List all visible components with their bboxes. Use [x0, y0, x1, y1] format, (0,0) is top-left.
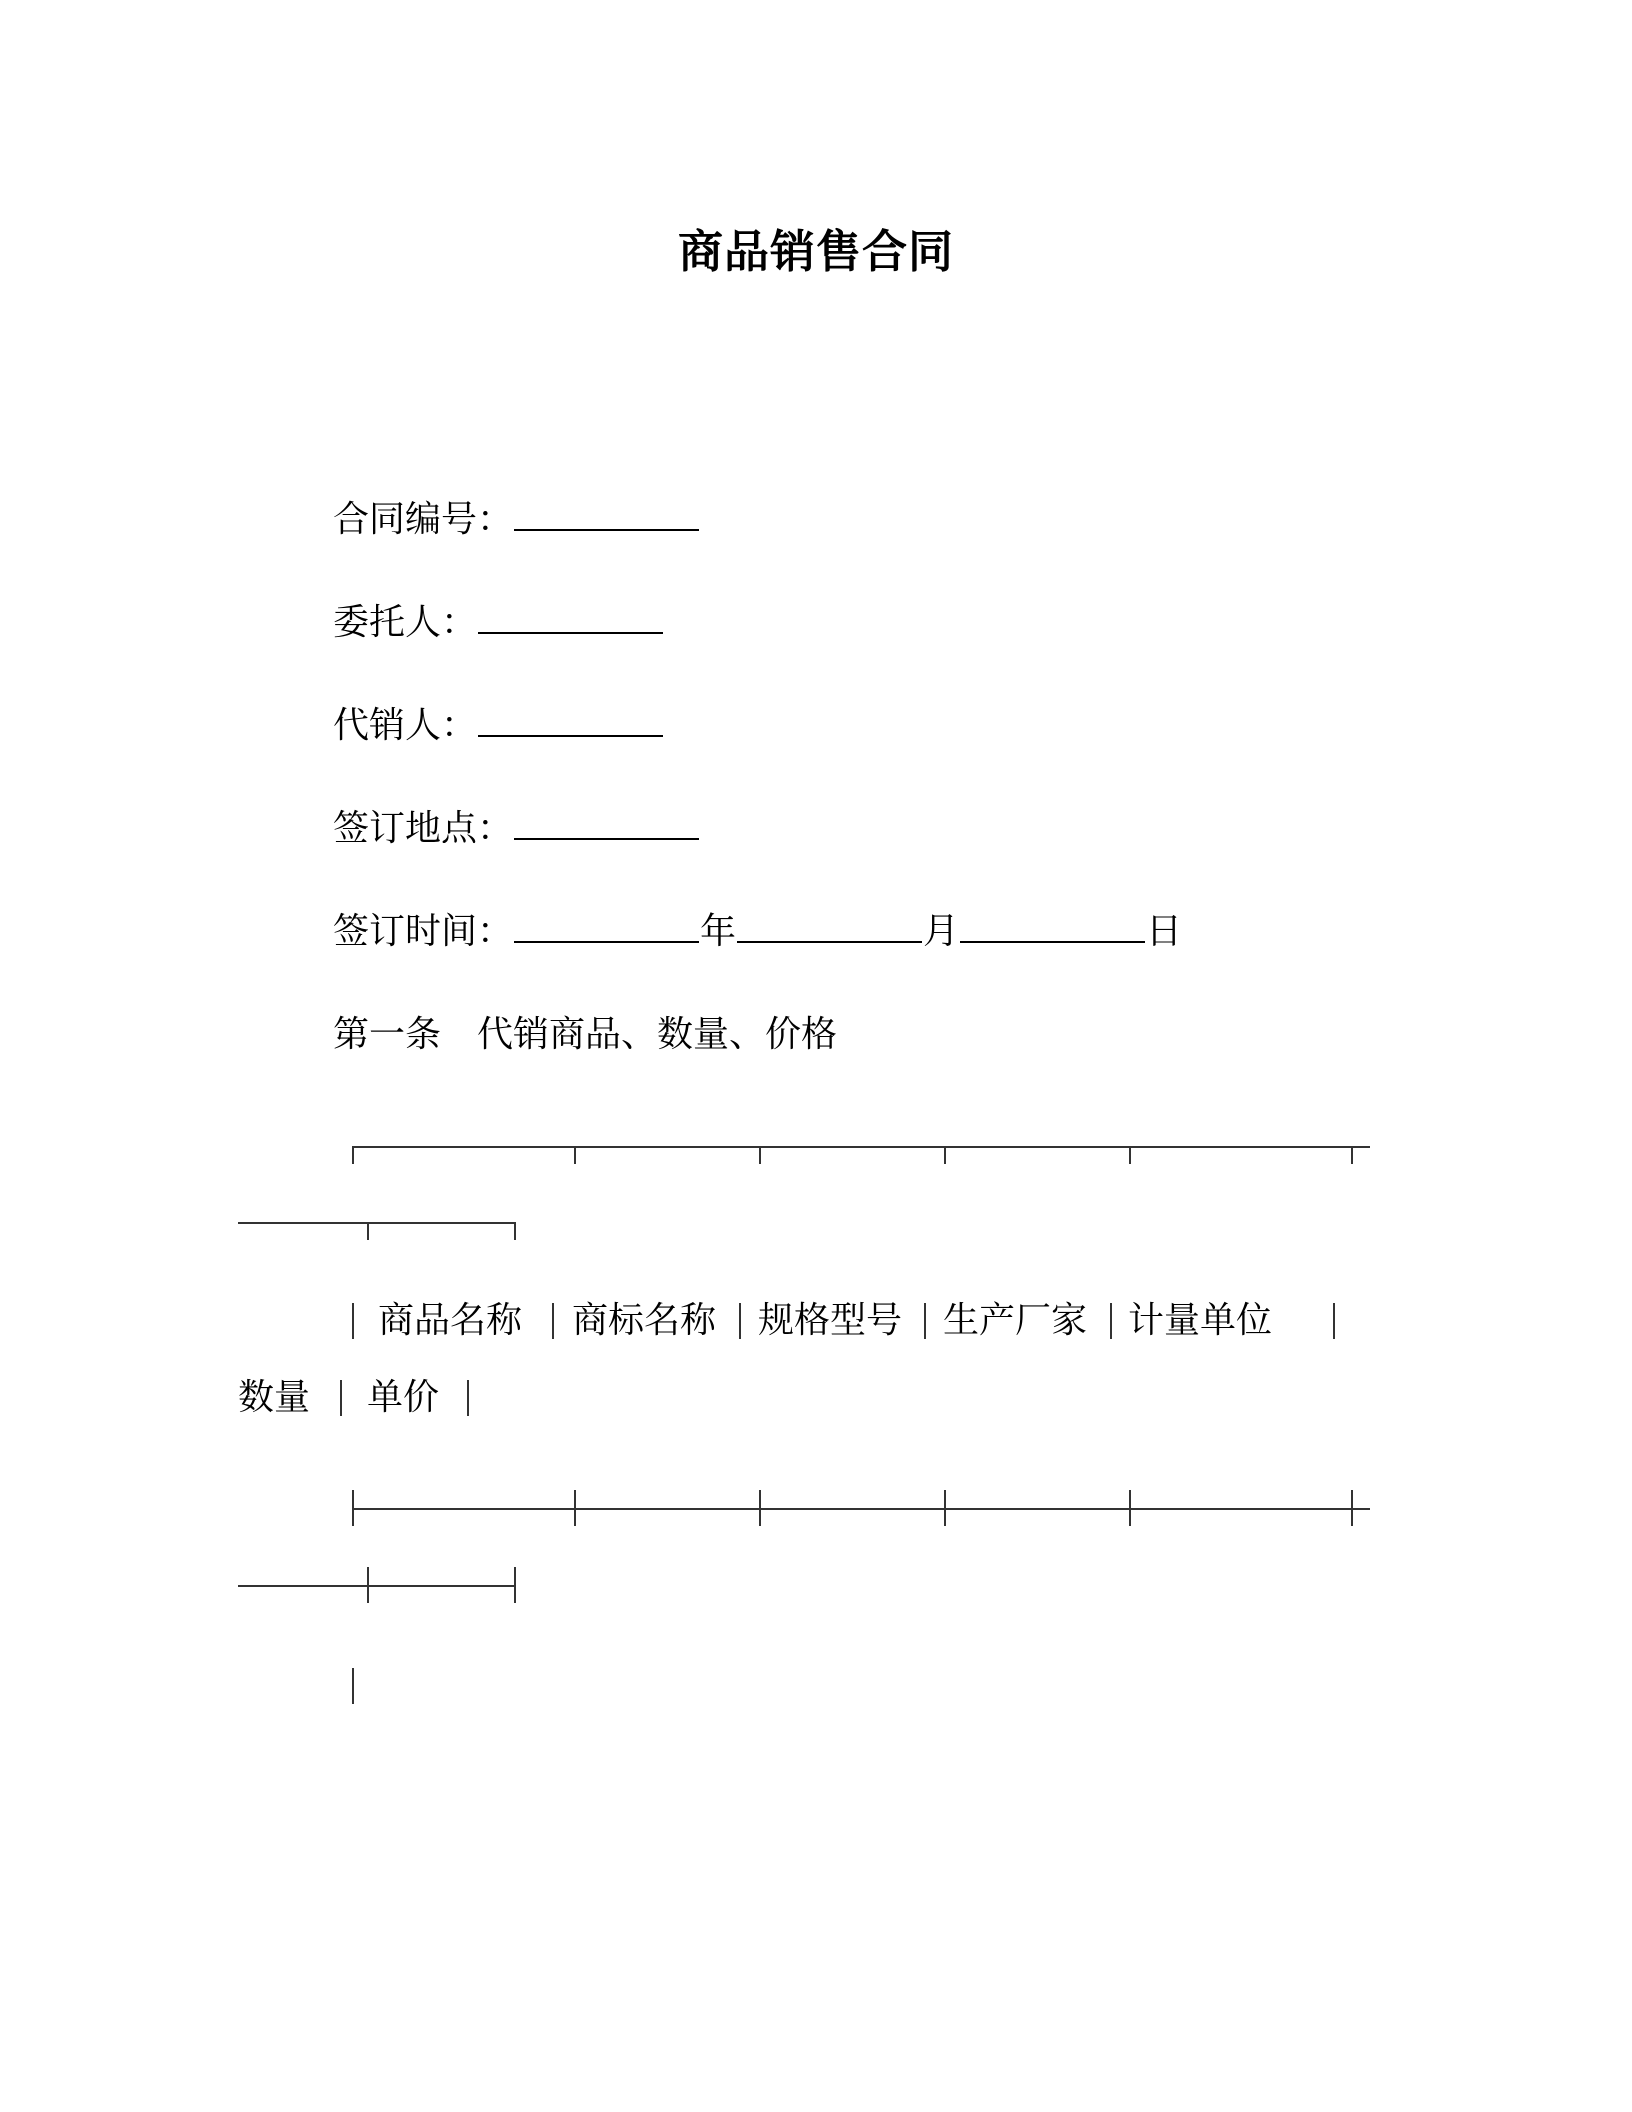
sign-place-field [333, 804, 700, 854]
table-header-unit: 计量单位 [1128, 1300, 1273, 1341]
sign-time-label: 签订时间： [333, 911, 514, 952]
table-cell-divider [340, 1380, 342, 1416]
table-header-manufacturer: 生产厂家 [943, 1300, 1088, 1341]
sign-day-blank[interactable] [960, 911, 1145, 943]
table-row-separator-wrapped [238, 1585, 516, 1587]
table-cross [574, 1490, 576, 1526]
table-cell-divider [552, 1303, 554, 1339]
agent-label: 代销人： [333, 705, 478, 746]
table-cell-divider [1333, 1303, 1335, 1339]
table-cell-divider [467, 1380, 469, 1416]
agent-field [333, 701, 664, 751]
table-tick [367, 1222, 369, 1240]
table-tick [1351, 1146, 1353, 1164]
table-cross [1129, 1490, 1131, 1526]
table-cross [944, 1490, 946, 1526]
table-tick [759, 1146, 761, 1164]
table-cross [352, 1490, 354, 1526]
table-cross [367, 1567, 369, 1603]
table-cell-divider [352, 1303, 354, 1339]
sign-place-label: 签订地点： [333, 808, 514, 849]
table-header-product-name: 商品名称 [378, 1300, 523, 1341]
table-top-border [352, 1146, 1370, 1148]
table-header-quantity: 数量 [238, 1377, 311, 1418]
table-cross [514, 1567, 516, 1603]
sign-place-blank[interactable] [514, 808, 699, 840]
document-title: 商品销售合同 [677, 225, 954, 278]
year-label: 年 [700, 911, 737, 952]
contract-number-field [333, 495, 700, 545]
contract-number-label: 合同编号： [333, 499, 514, 540]
table-cell-divider [352, 1668, 354, 1704]
month-label: 月 [923, 911, 960, 952]
sign-time-field [333, 907, 1182, 957]
table-tick [1129, 1146, 1131, 1164]
table-cell-divider [924, 1303, 926, 1339]
table-tick [944, 1146, 946, 1164]
table-row-separator [352, 1508, 1370, 1510]
principal-blank[interactable] [478, 602, 663, 634]
principal-label: 委托人： [333, 602, 478, 643]
table-header-spec-model: 规格型号 [758, 1300, 903, 1341]
table-header-trademark: 商标名称 [572, 1300, 717, 1341]
day-label: 日 [1146, 911, 1183, 952]
table-tick [574, 1146, 576, 1164]
principal-field [333, 598, 664, 648]
table-cross [759, 1490, 761, 1526]
table-tick [352, 1146, 354, 1164]
article-1-heading: 第一条 代销商品、数量、价格 [333, 1014, 838, 1055]
sign-year-blank[interactable] [514, 911, 699, 943]
sign-month-blank[interactable] [737, 911, 922, 943]
table-cell-divider [739, 1303, 741, 1339]
table-cell-divider [1110, 1303, 1112, 1339]
table-header-unit-price: 单价 [367, 1377, 440, 1418]
table-cross [1351, 1490, 1353, 1526]
table-top-border-wrapped [238, 1222, 516, 1224]
table-tick [514, 1222, 516, 1240]
contract-number-blank[interactable] [514, 499, 699, 531]
agent-blank[interactable] [478, 705, 663, 737]
